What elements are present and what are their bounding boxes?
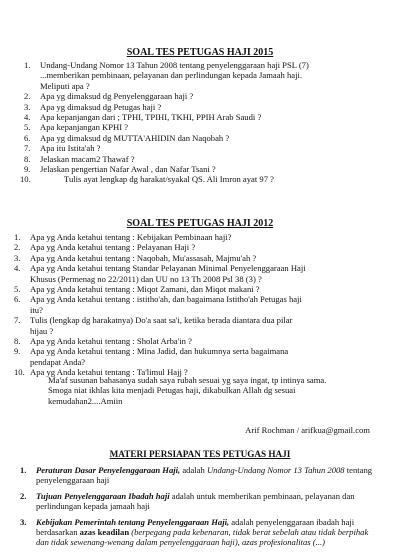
section-title-2012: SOAL TES PETUGAS HAJI 2012 <box>126 218 274 229</box>
question-line: Apa yg Anda ketahui tentang : Sholat Arba'in ? <box>30 336 192 347</box>
question-text <box>30 253 256 263</box>
question-number: 5. <box>24 122 31 133</box>
materi-text: adalah untuk memberikan pembinaan, pelayanan dan perlindungan kepada jamaah haji <box>36 490 355 512</box>
question-text <box>40 112 261 122</box>
materi-text: adalah <box>180 465 207 475</box>
question-number: 9. <box>14 346 21 357</box>
question-text <box>30 315 292 335</box>
question-item <box>4 346 389 367</box>
question-line: Apa yg Anda ketahui tentang : Kebijakan Pembinaan haji? <box>30 232 232 242</box>
question-item <box>4 232 389 242</box>
materi-number: 1. <box>20 465 27 475</box>
question-number: 2. <box>14 242 21 253</box>
question-list-2015 <box>14 60 384 185</box>
note-line: Ma'af susunan bahasanya sudah saya rubah sesuai yg saya ingat, tp intinya sama. <box>48 375 327 385</box>
question-line: Tulis ayat lengkap dg harakat/syakal QS. Ali Imron ayat 97 ? <box>64 174 274 185</box>
question-number: 3. <box>14 252 21 263</box>
question-list-2012 <box>4 232 389 378</box>
materi-number: 3. <box>20 516 27 527</box>
note-line: Smoga niat ikhlas kita menjadi Petugas haji, dikabulkan Allah dg sesuai <box>48 385 296 396</box>
question-line: Tulis (lengkap dg harakatnya) Do'a saat sa'i, ketika berada diantara dua pilar <box>30 315 293 326</box>
materi-text: Kebijakan Pemerintah tentang Penyelenggaraan Haji, <box>36 516 230 527</box>
question-text <box>30 263 306 283</box>
question-number: 6. <box>14 294 21 305</box>
question-text <box>30 284 260 294</box>
question-text <box>30 294 302 314</box>
question-number: 6. <box>24 132 31 143</box>
question-item <box>14 122 384 132</box>
question-text <box>40 102 161 112</box>
materi-text: Tujuan Penyelenggaraan Ibadah haji <box>36 490 170 501</box>
question-line: Apa yg Anda ketahui tentang : Naqobah, Mu'assasah, Majmu'ah ? <box>30 252 257 263</box>
materi-item <box>20 517 375 548</box>
question-number: 7. <box>14 315 21 326</box>
question-text <box>40 154 135 164</box>
question-line: Meliputi apa ? <box>40 80 90 91</box>
question-line: Jelaskan pengertian Nafar Awal , dan Nafar Tsani ? <box>40 164 216 175</box>
question-text <box>40 174 274 184</box>
question-number: 4. <box>14 263 21 274</box>
materi-number: 2. <box>20 490 27 501</box>
question-line: Apa yg Anda ketahui tentang Standar Pelayanan Minimal Penyelenggaraan Haji <box>30 263 306 274</box>
question-number: 8. <box>14 336 21 347</box>
question-line: Apa yg Anda ketahui tentang : istitho'ah, dan bagaimana Istitho'ah Petugas haji <box>30 294 302 305</box>
question-line: Apa kepanjangan dari ; TPHI, TPIHI, TKHI, PPIH Arab Saudi ? <box>40 112 262 123</box>
materi-item <box>20 465 375 486</box>
question-line: Apa yg Anda ketahui tentang : Ta'limul Hajj ? <box>30 367 188 378</box>
question-item <box>14 143 384 153</box>
question-item <box>4 242 389 252</box>
question-number: 8. <box>24 153 31 164</box>
question-text <box>40 164 216 174</box>
question-item <box>14 154 384 164</box>
question-text <box>30 232 231 242</box>
section-title-materi: MATERI PERSIAPAN TES PETUGAS HAJI <box>109 449 291 459</box>
question-number: 9. <box>24 164 31 175</box>
question-text <box>40 122 128 132</box>
question-text <box>40 91 193 101</box>
question-item <box>14 174 384 184</box>
materi-text: azas keadilan <box>79 527 130 538</box>
question-line: Apa yg Anda ketahui tentang : Mina Jadid, dan hukumnya serta bagaimana <box>30 346 289 357</box>
materi-text: Peraturan Dasar Penyelenggaraan Haji, <box>36 465 181 475</box>
question-text <box>30 336 192 346</box>
question-line: pendapat Anda? <box>30 356 86 367</box>
question-text <box>40 143 101 153</box>
section-title-2015: SOAL TES PETUGAS HAJI 2015 <box>126 47 274 58</box>
question-number: 4. <box>24 112 31 123</box>
materi-list <box>20 465 375 553</box>
question-item <box>4 263 389 284</box>
question-line: Apa kepanjangan KPHI ? <box>40 122 129 133</box>
signature: Arif Rochman / arifkua@gmail.com <box>245 425 370 435</box>
question-number: 7. <box>24 143 31 154</box>
question-number: 10. <box>20 174 31 185</box>
question-item <box>4 315 389 336</box>
closing-note <box>48 375 368 406</box>
question-text <box>30 346 288 366</box>
question-text <box>30 242 195 252</box>
note-line: kemudahan2....Amiin <box>48 395 123 406</box>
materi-text: (berpegang pada kebenaran, tidak berat sebelah atau tidak berpihak dan tidak sewenang-wenang dalam penyelenggaraan haji), azas profesionalitas (...) <box>36 527 369 548</box>
question-line: hijau ? <box>30 325 54 336</box>
question-line: Apa yg Anda ketahui tentang : Miqot Zamani, dan Miqot makani ? <box>30 284 260 295</box>
question-item <box>14 102 384 112</box>
question-number: 2. <box>24 91 31 102</box>
question-line: Jelaskan macam2 Thawaf ? <box>40 153 135 164</box>
question-item <box>14 164 384 174</box>
materi-text: adalah penyelenggaraan ibadah haji berdasarkan <box>36 516 355 538</box>
question-line: itu? <box>30 304 43 315</box>
question-item <box>4 336 389 346</box>
question-line: Apa yg dimaksud dg Petugas haji ? <box>40 101 162 112</box>
question-number: 5. <box>14 284 21 295</box>
question-line: Apa yg Anda ketahui tentang : Pelayanan Haji ? <box>30 242 196 253</box>
question-number: 1. <box>14 232 21 242</box>
question-text <box>40 133 229 143</box>
question-number: 3. <box>24 101 31 112</box>
question-text <box>40 60 309 91</box>
question-line: ...memberikan pembinaan, pelayanan dan perlindungan kepada Jamaah haji. <box>40 70 303 81</box>
question-item <box>14 60 384 91</box>
question-item <box>4 253 389 263</box>
question-item <box>14 91 384 101</box>
materi-text: Undang-Undang Nomor 13 Tahun 2008 <box>206 465 345 475</box>
question-line: Apa yg dimaksud dg MUTTA'AHIDIN dan Naqobah ? <box>40 132 230 143</box>
question-item <box>4 284 389 294</box>
question-item <box>14 112 384 122</box>
question-number: 1. <box>24 60 31 70</box>
question-line: Apa yg dimaksud dg Penyelenggaraan haji ? <box>40 91 194 102</box>
question-line: Khusus (Permenag no 22/2011) dan UU no 13 Th 2008 Psl 38 (3) ? <box>30 273 262 284</box>
question-item <box>4 294 389 315</box>
question-number: 10. <box>14 367 25 378</box>
question-line: Apa itu Istita'ah ? <box>40 143 101 154</box>
question-line: Undang-Undang Nomor 13 Tahun 2008 tentang penyelenggaraan haji PSL (7) <box>40 60 309 70</box>
materi-text: tentang penyelenggaraan haji <box>36 465 373 486</box>
materi-item <box>20 491 375 512</box>
question-item <box>14 133 384 143</box>
